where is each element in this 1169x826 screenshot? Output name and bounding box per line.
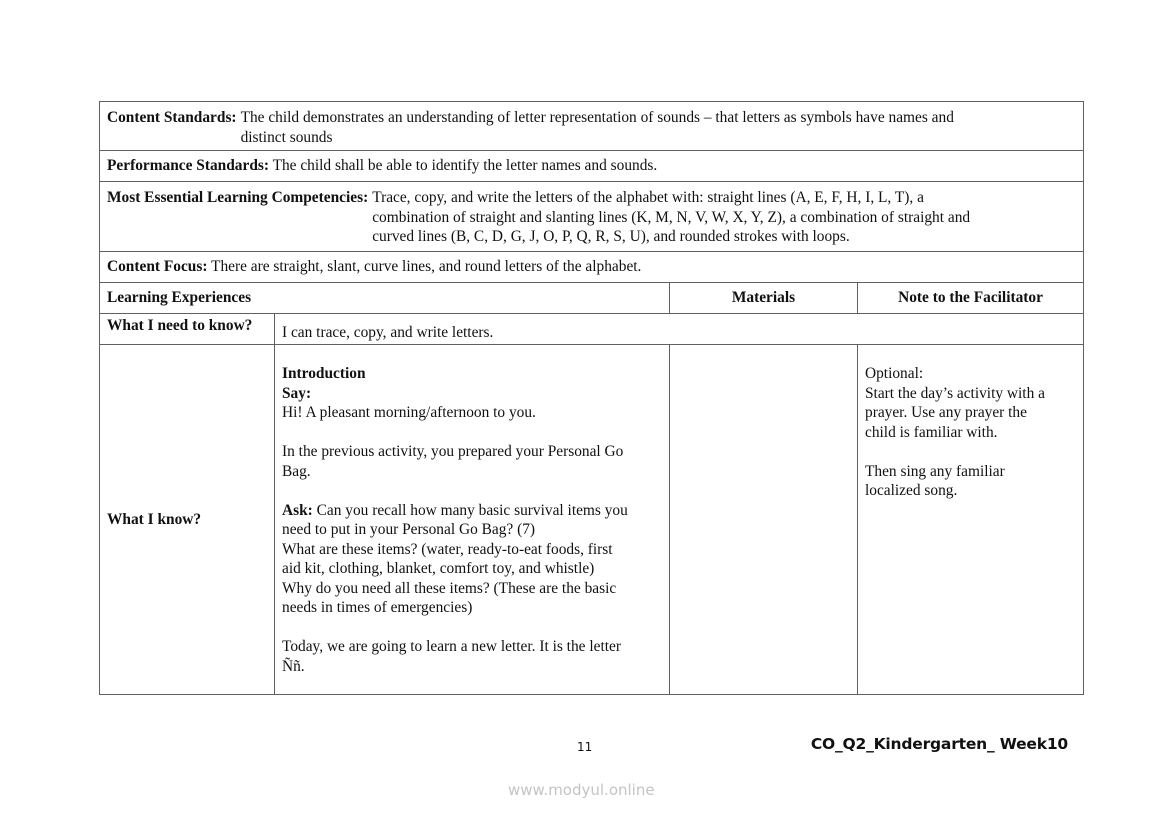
content-focus-row xyxy=(100,252,1084,283)
why-line1: Why do you need all these items? (These are the basic xyxy=(282,579,617,597)
say-label: Say: xyxy=(282,384,312,402)
melc-label: Most Essential Learning Competencies: xyxy=(107,189,369,206)
what-i-need-text: I can trace, copy, and write letters. xyxy=(275,314,1084,345)
what-i-need-label: What I need to know? xyxy=(100,314,275,345)
header-row xyxy=(100,283,1084,314)
ask-label: Ask: xyxy=(282,501,313,519)
melc-cell xyxy=(100,182,1084,252)
learning-experiences-header: Learning Experiences xyxy=(100,283,670,314)
today-line2: Ññ. xyxy=(282,657,305,675)
items-line1: What are these items? (water, ready-to-eat foods, first xyxy=(282,540,613,558)
note-line4: Then sing any familiar xyxy=(865,462,1005,480)
performance-standards-text: The child shall be able to identify the letter names and sounds. xyxy=(272,157,658,174)
melc-text-line1: Trace, copy, and write the letters of the alphabet with: straight lines (A, E, F, H, I, L, T), a xyxy=(372,189,924,206)
document-code: CO_Q2_Kindergarten_ Week10 xyxy=(810,735,1068,753)
what-i-know-materials xyxy=(670,345,858,695)
content-focus-text: There are straight, slant, curve lines, and round letters of the alphabet. xyxy=(211,258,642,275)
content-standards-row xyxy=(100,102,1084,151)
ask-line1: Can you recall how many basic survival items you xyxy=(316,501,628,519)
items-line2: aid kit, clothing, blanket, comfort toy, and whistle) xyxy=(282,560,595,577)
performance-standards-row xyxy=(100,151,1084,182)
what-i-know-note xyxy=(858,345,1084,695)
melc-text-line2: combination of straight and slanting lines (K, M, N, V, W, X, Y, Z), a combination of straight and xyxy=(372,208,971,226)
note-line1: Start the day’s activity with a xyxy=(865,384,1045,402)
previous-activity-line1: In the previous activity, you prepared your Personal Go xyxy=(282,443,624,460)
why-line2: needs in times of emergencies) xyxy=(282,599,473,616)
lesson-table xyxy=(99,101,1084,695)
materials-header: Materials xyxy=(670,283,858,314)
what-i-know-content xyxy=(275,345,670,695)
what-i-know-label: What I know? xyxy=(100,345,275,695)
what-i-need-row xyxy=(100,314,1084,345)
watermark: www.modyul.online xyxy=(508,781,655,799)
note-optional: Optional: xyxy=(865,365,924,382)
content-focus-label: Content Focus: xyxy=(107,258,208,275)
previous-activity-line2: Bag. xyxy=(282,462,311,480)
note-line2: prayer. Use any prayer the xyxy=(865,404,1027,421)
note-line3: child is familiar with. xyxy=(865,423,998,441)
page-number: 11 xyxy=(577,740,593,754)
note-header: Note to the Facilitator xyxy=(858,283,1084,314)
melc-text-line3: curved lines (B, C, D, G, J, O, P, Q, R, S, U), and rounded strokes with loops. xyxy=(372,228,850,245)
content-standards-label: Content Standards: xyxy=(107,109,237,126)
melc-row xyxy=(100,182,1084,252)
greeting-text: Hi! A pleasant morning/afternoon to you. xyxy=(282,404,536,421)
what-i-know-row xyxy=(100,345,1084,695)
performance-standards-label: Performance Standards: xyxy=(107,157,269,174)
introduction-heading: Introduction xyxy=(282,365,366,382)
today-line1: Today, we are going to learn a new letter. It is the letter xyxy=(282,638,621,655)
content-standards-text-line2: distinct sounds xyxy=(240,128,333,146)
performance-standards-cell xyxy=(100,151,1084,182)
note-line5: localized song. xyxy=(865,482,958,499)
content-focus-cell xyxy=(100,252,1084,283)
ask-line2: need to put in your Personal Go Bag? (7) xyxy=(282,521,536,538)
content-standards-text-line1: The child demonstrates an understanding of letter representation of sounds – that letters as symbols have names and xyxy=(240,109,954,126)
content-standards-cell xyxy=(100,102,1084,151)
